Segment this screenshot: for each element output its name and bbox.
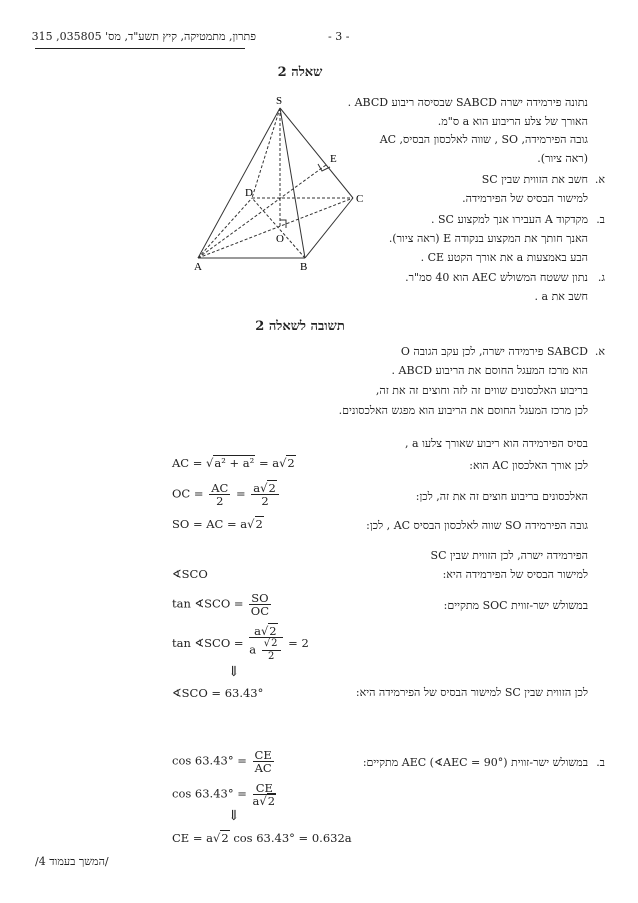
eq-ce-result: CE = a√2 cos 63.43° = 0.632a bbox=[172, 831, 352, 845]
footer-continue: /המשך בעמוד 4/ bbox=[35, 855, 109, 868]
header-source: פתרון, מתמטיקה, קיץ תשע"ד, מס' 035805, 315 bbox=[31, 30, 256, 43]
answer-line: הוא מרכז המעגל החוסם את הריבוע ABCD . bbox=[391, 364, 588, 377]
eq-cos1: cos 63.43° = $\frac{CE}{AC}$ bbox=[172, 748, 272, 775]
item-label-c: ג. bbox=[597, 271, 605, 284]
question-line: למישור הבסיס של הפירמידה. bbox=[462, 192, 588, 205]
eq-ac: AC = √a² + a² = a√2 bbox=[172, 456, 295, 470]
eq-so: SO = AC = a√2 bbox=[172, 517, 263, 531]
answer-line: למישור הבסיס של הפירמידה היא: bbox=[442, 568, 588, 581]
edge-sa bbox=[198, 108, 280, 258]
item-label-a: א. bbox=[594, 173, 605, 186]
eq-sco-result: ∢SCO = 63.43° bbox=[172, 686, 264, 700]
eq-tan1: tan ∢SCO = $\frac{SO}{OC}$ bbox=[172, 591, 269, 618]
label-e: E bbox=[330, 153, 337, 165]
answer-title: תשובה לשאלה 2 bbox=[255, 319, 345, 334]
question-line: נתון ששטח המשולש AEC הוא 40 סמ"ר. bbox=[405, 271, 588, 284]
answer-line: במשולש ישר-זווית AEC (∢AEC = 90°) מתקיים: bbox=[362, 756, 588, 769]
answer-line: לכן הזווית שבין SC למישור הבסיס של הפירמידה היא: bbox=[355, 686, 588, 699]
page-number: - 3 - bbox=[328, 30, 350, 43]
diag-ac bbox=[198, 198, 353, 258]
right-angle-o bbox=[280, 220, 286, 228]
edge-sd bbox=[252, 108, 280, 198]
pyramid-figure bbox=[190, 92, 380, 272]
question-line: האנך חותך את המקצוע בנקודה E (ראה ציור). bbox=[388, 232, 588, 245]
answer-line: בסיס הפירמידה הוא ריבוע שאורך צלעו a , bbox=[405, 437, 588, 450]
perp-ae bbox=[198, 165, 326, 258]
label-d: D bbox=[245, 187, 253, 199]
question-line: נתונה פירמידה ישרה SABCD שבסיסה ריבוע ABCD . bbox=[347, 96, 588, 109]
answer-line: SABCD פירמידה ישרה, לכן עקב הגובה O bbox=[400, 345, 588, 358]
answer-line: בריבוע האלכסונים שווים זה לזה וחוצים זה את זה, bbox=[375, 384, 588, 397]
label-b: B bbox=[300, 261, 308, 272]
answer-line: האלכסונים בריבוע חוצים זה את זה, לכן: bbox=[415, 490, 588, 503]
question-title: שאלה 2 bbox=[277, 65, 323, 80]
question-line: מקדקוד A העבירו אנך למקצוע SC . bbox=[431, 213, 588, 226]
answer-line: הפירמידה ישרה, לכן הזווית שבין SC bbox=[430, 549, 588, 562]
answer-line: במשולש ישר-זווית SOC מתקיים: bbox=[443, 599, 588, 612]
answer-line: לכן מרכז המעגל החוסם את הריבוע הוא מפגש האלכסונים. bbox=[338, 404, 588, 417]
question-line: חשב את a . bbox=[534, 290, 588, 303]
answer-line: גובה הפירמידה SO שווה לאלכסון הבסיס AC , לכן: bbox=[366, 519, 588, 532]
answer-item-a: א. bbox=[594, 345, 605, 358]
label-o: O bbox=[276, 233, 284, 245]
angle-sco: ∢SCO bbox=[172, 567, 208, 581]
label-c: C bbox=[356, 193, 364, 205]
arrow-down-icon: ⇓ bbox=[228, 664, 240, 680]
label-s: S bbox=[276, 95, 283, 107]
question-line: האורך של צלע הריבוע הוא a ס"מ. bbox=[437, 115, 588, 128]
item-label-b: ב. bbox=[596, 213, 605, 226]
answer-item-b: ב. bbox=[596, 756, 605, 769]
label-a: A bbox=[194, 261, 202, 272]
edge-sc bbox=[280, 108, 353, 198]
diag-bd bbox=[252, 198, 305, 258]
question-line: גובה הפירמידה, SO , שווה לאלכסון הבסיס, AC bbox=[379, 133, 588, 146]
question-line: חשב את הזווית שבין SC bbox=[481, 173, 588, 186]
eq-cos2: cos 63.43° = $\frac{CE}{a√2}$ bbox=[172, 781, 276, 808]
question-line: הבע באמצעות a את אורך הקטע CE . bbox=[420, 251, 588, 264]
arrow-down-icon: ⇓ bbox=[228, 808, 240, 824]
answer-line: לכן אורך האלכסון AC הוא: bbox=[469, 459, 588, 472]
eq-tan2: tan ∢SCO = a√2 a $\frac{√2}{2}$ = 2 bbox=[172, 624, 309, 662]
eq-oc: OC = $\frac{AC}{2}$ = $\frac{a√2}{2}$ bbox=[172, 482, 281, 507]
edge-ad bbox=[198, 198, 252, 258]
header-underline bbox=[35, 48, 245, 49]
question-line: (ראה ציור). bbox=[537, 152, 588, 165]
